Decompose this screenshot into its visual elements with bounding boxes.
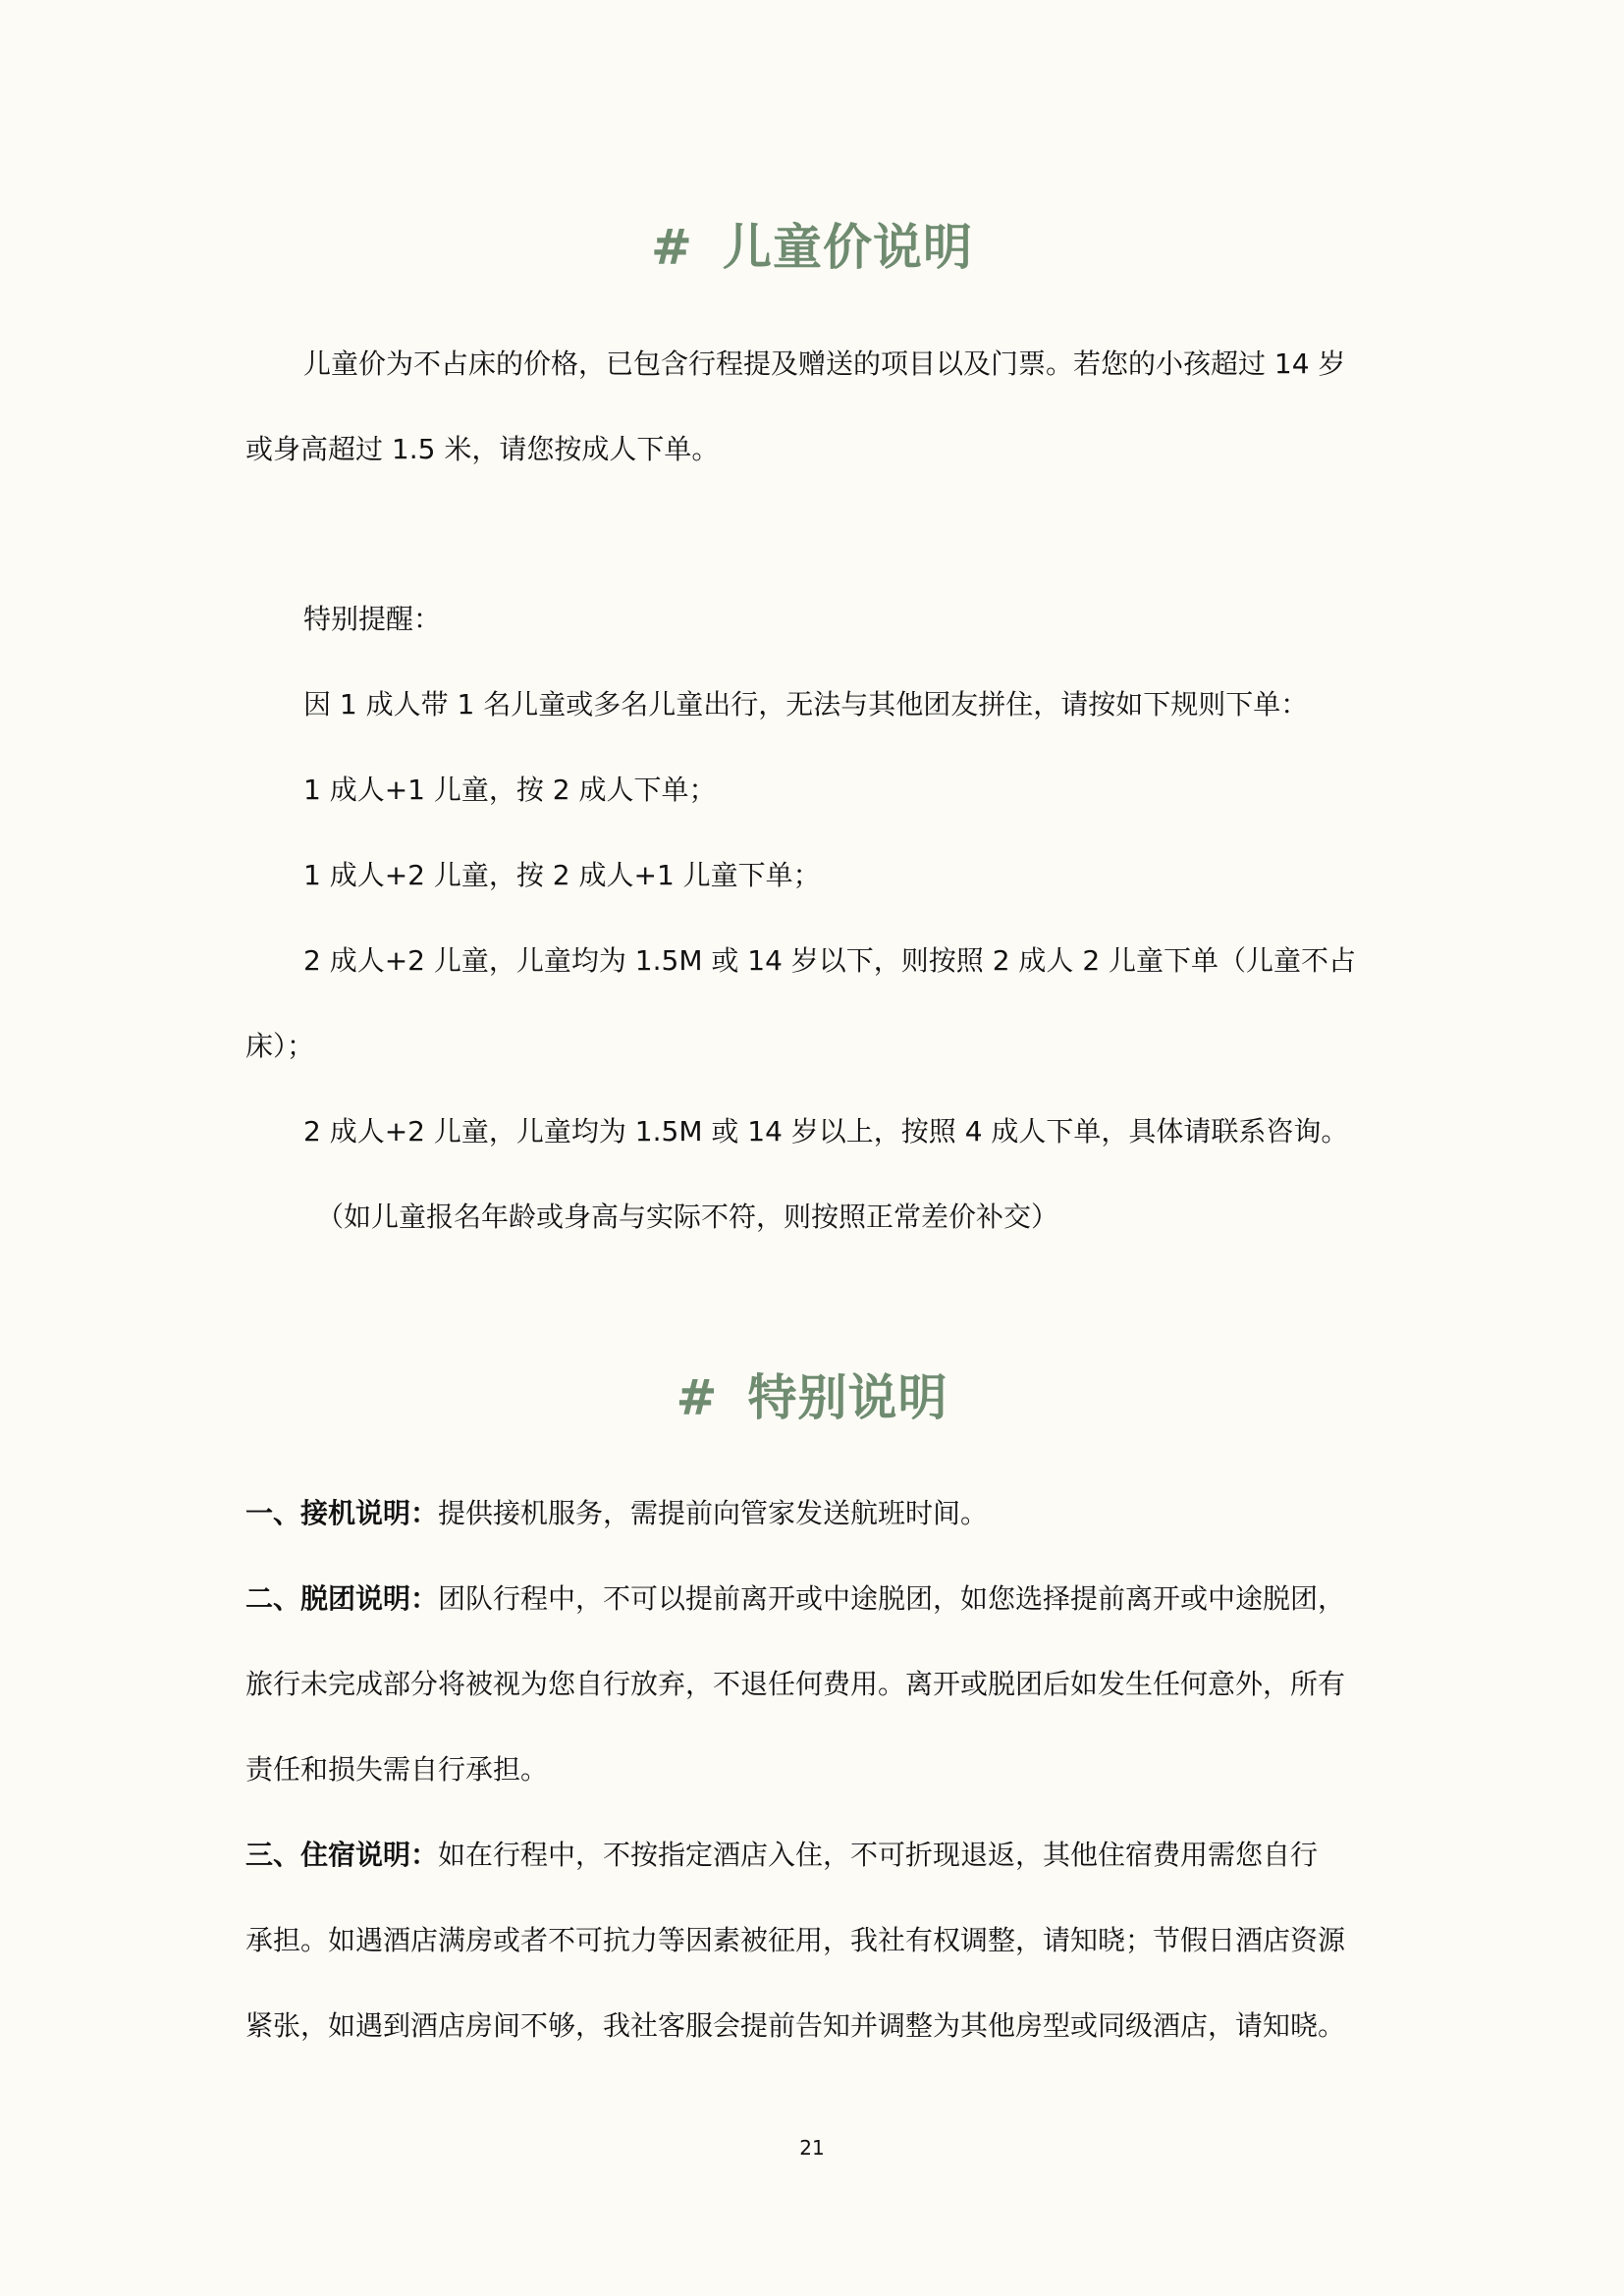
- rule-item-3-line-2: 床）；: [245, 1030, 315, 1062]
- accommodation-note-line-3: 紧张，如遇到酒店房间不够，我社客服会提前告知并调整为其他房型或同级酒店，请知晓。: [245, 2009, 1346, 2042]
- accommodation-note-label: 三、住宿说明：: [245, 1839, 439, 1871]
- leave-group-note-text: 团队行程中，不可以提前离开或中途脱团，如您选择提前离开或中途脱团，: [438, 1582, 1346, 1615]
- rule-item-4: 2 成人+2 儿童，儿童均为 1.5M 或 14 岁以上，按照 4 成人下单，具体请联系咨询。: [303, 1115, 1349, 1148]
- accommodation-note-text: 如在行程中，不按指定酒店入住，不可折现退返，其他住宿费用需您自行: [438, 1839, 1319, 1871]
- child-price-paragraph-line-1: 儿童价为不占床的价格，已包含行程提及赠送的项目以及门票。若您的小孩超过 14 岁: [303, 347, 1346, 380]
- leave-group-note-line-2: 旅行未完成部分将被视为您自行放弃，不退任何费用。离开或脱团后如发生任何意外，所有: [245, 1668, 1346, 1700]
- leave-group-note-line-3: 责任和损失需自行承担。: [245, 1753, 549, 1786]
- child-price-paragraph-line-2: 或身高超过 1.5 米，请您按成人下单。: [245, 433, 720, 465]
- pickup-note-label: 一、接机说明：: [245, 1497, 439, 1529]
- accommodation-note-line-2: 承担。如遇酒店满房或者不可抗力等因素被征用，我社有权调整，请知晓；节假日酒店资源: [245, 1924, 1346, 1956]
- pickup-note-line-1: [245, 1496, 988, 1531]
- rule-item-1: 1 成人+1 儿童，按 2 成人下单；: [303, 774, 717, 806]
- age-height-note: （如儿童报名年龄或身高与实际不符，则按照正常差价补交）: [316, 1201, 1059, 1233]
- pickup-note-text: 提供接机服务，需提前向管家发送航班时间。: [438, 1497, 989, 1529]
- leave-group-note-label: 二、脱团说明：: [245, 1582, 439, 1615]
- section-heading-special-notes: [0, 1359, 1624, 1429]
- page-number: 21: [799, 2136, 825, 2160]
- heading-title: 儿童价说明: [722, 219, 973, 276]
- rule-item-2: 1 成人+2 儿童，按 2 成人+1 儿童下单；: [303, 859, 821, 891]
- heading-title: 特别说明: [747, 1369, 948, 1426]
- section-heading-child-price: [0, 208, 1624, 279]
- rule-item-3-line-1: 2 成人+2 儿童，儿童均为 1.5M 或 14 岁以下，则按照 2 成人 2 儿童下单（儿童不占: [303, 944, 1357, 977]
- accommodation-note-line-1: [245, 1838, 1318, 1873]
- heading-hash-mark: #: [651, 219, 693, 276]
- special-reminder-title: 特别提醒：: [303, 603, 442, 635]
- heading-hash-mark: #: [676, 1369, 719, 1426]
- special-reminder-intro: 因 1 成人带 1 名儿童或多名儿童出行，无法与其他团友拼住，请按如下规则下单：: [303, 688, 1309, 721]
- leave-group-note-line-1: [245, 1581, 1345, 1617]
